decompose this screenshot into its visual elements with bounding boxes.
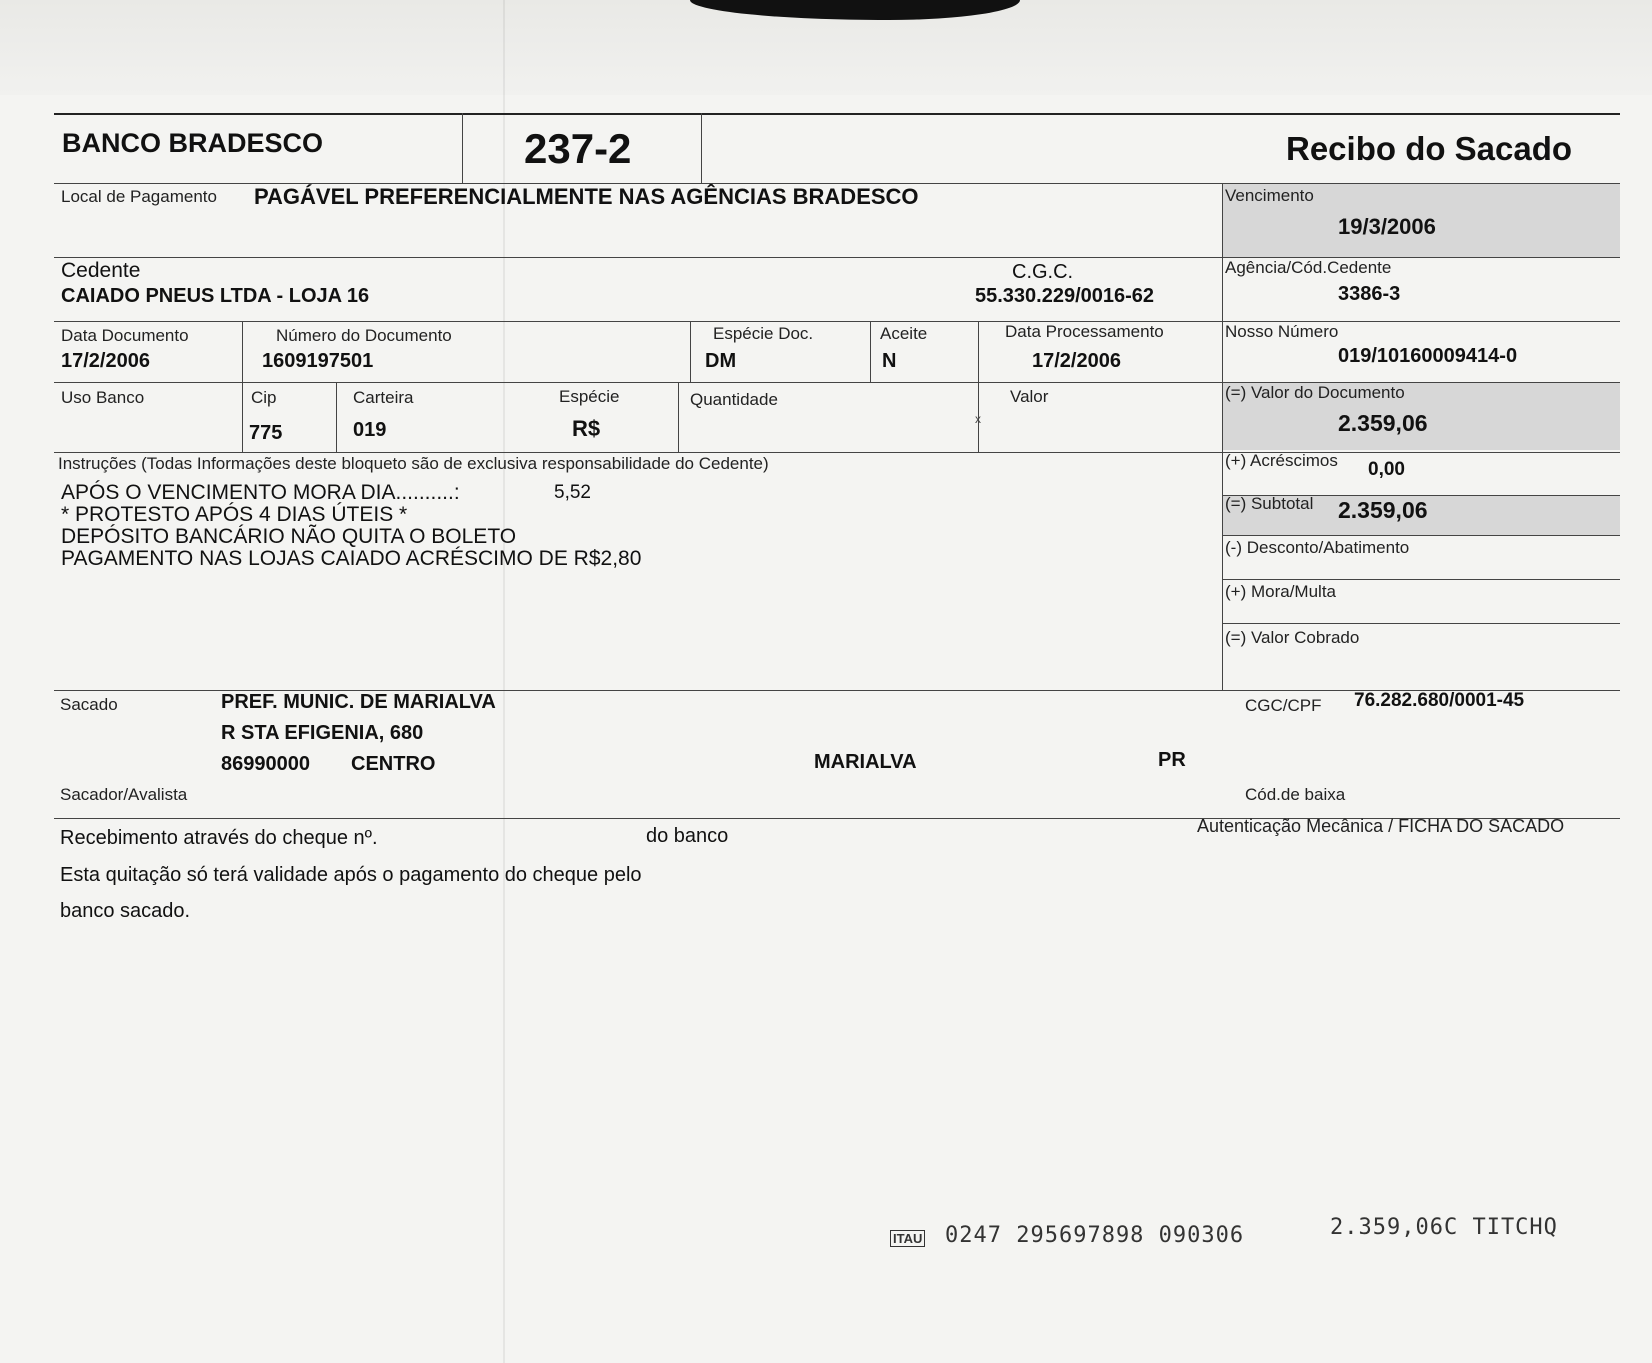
cedente-value: CAIADO PNEUS LTDA - LOJA 16 (61, 285, 370, 307)
subtotal-value: 2.359,06 (1338, 497, 1428, 523)
col-rule (242, 321, 243, 452)
sacado-label: Sacado (60, 695, 118, 714)
col-rule (1222, 183, 1223, 690)
sacado-bairro: CENTRO (351, 753, 436, 775)
stamp-codes: 0247 295697898 090306 (945, 1223, 1245, 1248)
sacado-address: R STA EFIGENIA, 680 (221, 722, 424, 744)
nosso-numero-label: Nosso Número (1225, 322, 1339, 341)
numero-documento-value: 1609197501 (262, 350, 374, 372)
instrucoes-line-4: PAGAMENTO NAS LOJAS CAIADO ACRÉSCIMO DE R$2,80 (61, 547, 642, 570)
data-processamento-label: Data Processamento (1005, 322, 1164, 341)
valor-documento-label: (=) Valor do Documento (1225, 383, 1405, 402)
mora-label: (+) Mora/Multa (1225, 582, 1336, 601)
instrucoes-line-2: * PROTESTO APÓS 4 DIAS ÚTEIS * (61, 503, 408, 526)
agencia-value: 3386-3 (1338, 283, 1401, 305)
bank-code: 237-2 (524, 125, 632, 172)
carteira-label: Carteira (353, 388, 414, 407)
aceite-value: N (882, 350, 897, 372)
itau-logo: ITAU (890, 1230, 925, 1247)
instrucoes-label: Instruções (Todas Informações deste bloqueto são de exclusiva responsabilidade do Cedente) (58, 454, 769, 473)
especie-doc-label: Espécie Doc. (713, 324, 814, 343)
data-processamento-value: 17/2/2006 (1032, 350, 1121, 372)
quantidade-label: Quantidade (690, 390, 778, 409)
data-documento-label: Data Documento (61, 326, 189, 345)
instrucoes-line-1-value: 5,52 (554, 482, 591, 503)
rule (1222, 535, 1620, 536)
cgc-value: 55.330.229/0016-62 (975, 285, 1155, 307)
local-pagamento-value: PAGÁVEL PREFERENCIALMENTE NAS AGÊNCIAS BRADESCO (254, 184, 919, 209)
instrucoes-line-3: DEPÓSITO BANCÁRIO NÃO QUITA O BOLETO (61, 525, 517, 548)
especie-doc-value: DM (705, 350, 737, 372)
cgc-cpf-value: 76.282.680/0001-45 (1354, 690, 1525, 711)
cheque-do-banco: do banco (646, 825, 729, 847)
sacado-uf: PR (1158, 749, 1186, 771)
cod-baixa-label: Cód.de baixa (1245, 785, 1346, 804)
col-rule (336, 382, 337, 452)
cip-value: 775 (249, 422, 283, 444)
data-documento-value: 17/2/2006 (61, 350, 150, 372)
uso-banco-label: Uso Banco (61, 388, 145, 407)
cedente-label: Cedente (61, 259, 141, 282)
sacado-cep: 86990000 (221, 753, 310, 775)
rule (1222, 579, 1620, 580)
instrucoes-line-1: APÓS O VENCIMENTO MORA DIA..........: (61, 481, 460, 504)
cheque-line-2: Esta quitação só terá validade após o pagamento do cheque pelo (60, 864, 642, 886)
vencimento-value: 19/3/2006 (1338, 214, 1436, 239)
cheque-line-1: Recebimento através do cheque nº. (60, 827, 378, 849)
sacado-name: PREF. MUNIC. DE MARIALVA (221, 691, 496, 713)
cheque-line-3: banco sacado. (60, 900, 191, 922)
cgc-label: C.G.C. (1012, 261, 1074, 283)
especie-value: R$ (572, 416, 601, 441)
rule (54, 452, 1620, 453)
acrescimos-value: 0,00 (1368, 459, 1405, 480)
numero-documento-label: Número do Documento (276, 326, 452, 345)
carteira-value: 019 (353, 419, 387, 441)
valor-cobrado-label: (=) Valor Cobrado (1225, 628, 1360, 647)
aceite-label: Aceite (880, 324, 928, 343)
valor-label: Valor (1010, 387, 1049, 406)
valor-documento-value: 2.359,06 (1338, 410, 1428, 436)
local-pagamento-label: Local de Pagamento (61, 187, 217, 206)
col-rule (690, 321, 691, 382)
bank-name: BANCO BRADESCO (62, 128, 324, 158)
especie-label: Espécie (559, 387, 620, 406)
cip-label: Cip (251, 388, 277, 407)
col-rule (701, 113, 702, 183)
rule (1222, 623, 1620, 624)
sacador-label: Sacador/Avalista (60, 785, 188, 804)
page-title: Recibo do Sacado (1286, 130, 1573, 167)
subtotal-label: (=) Subtotal (1225, 494, 1314, 513)
col-rule (678, 382, 679, 452)
stamp-amount: 2.359,06C TITCHQ (1330, 1215, 1558, 1240)
nosso-numero-value: 019/10160009414-0 (1338, 345, 1518, 367)
sacado-cidade: MARIALVA (814, 751, 917, 773)
top-rule (54, 113, 1620, 115)
col-rule (978, 321, 979, 452)
rule (54, 321, 1620, 322)
vencimento-label: Vencimento (1225, 186, 1314, 205)
agencia-label: Agência/Cód.Cedente (1225, 258, 1392, 277)
valor-mark: x (975, 412, 981, 426)
cgc-cpf-label: CGC/CPF (1245, 696, 1322, 715)
desconto-label: (-) Desconto/Abatimento (1225, 538, 1410, 557)
col-rule (870, 321, 871, 382)
acrescimos-label: (+) Acréscimos (1225, 451, 1338, 470)
col-rule (462, 113, 463, 183)
autenticacao-label: Autenticação Mecânica / FICHA DO SACADO (1197, 816, 1565, 836)
